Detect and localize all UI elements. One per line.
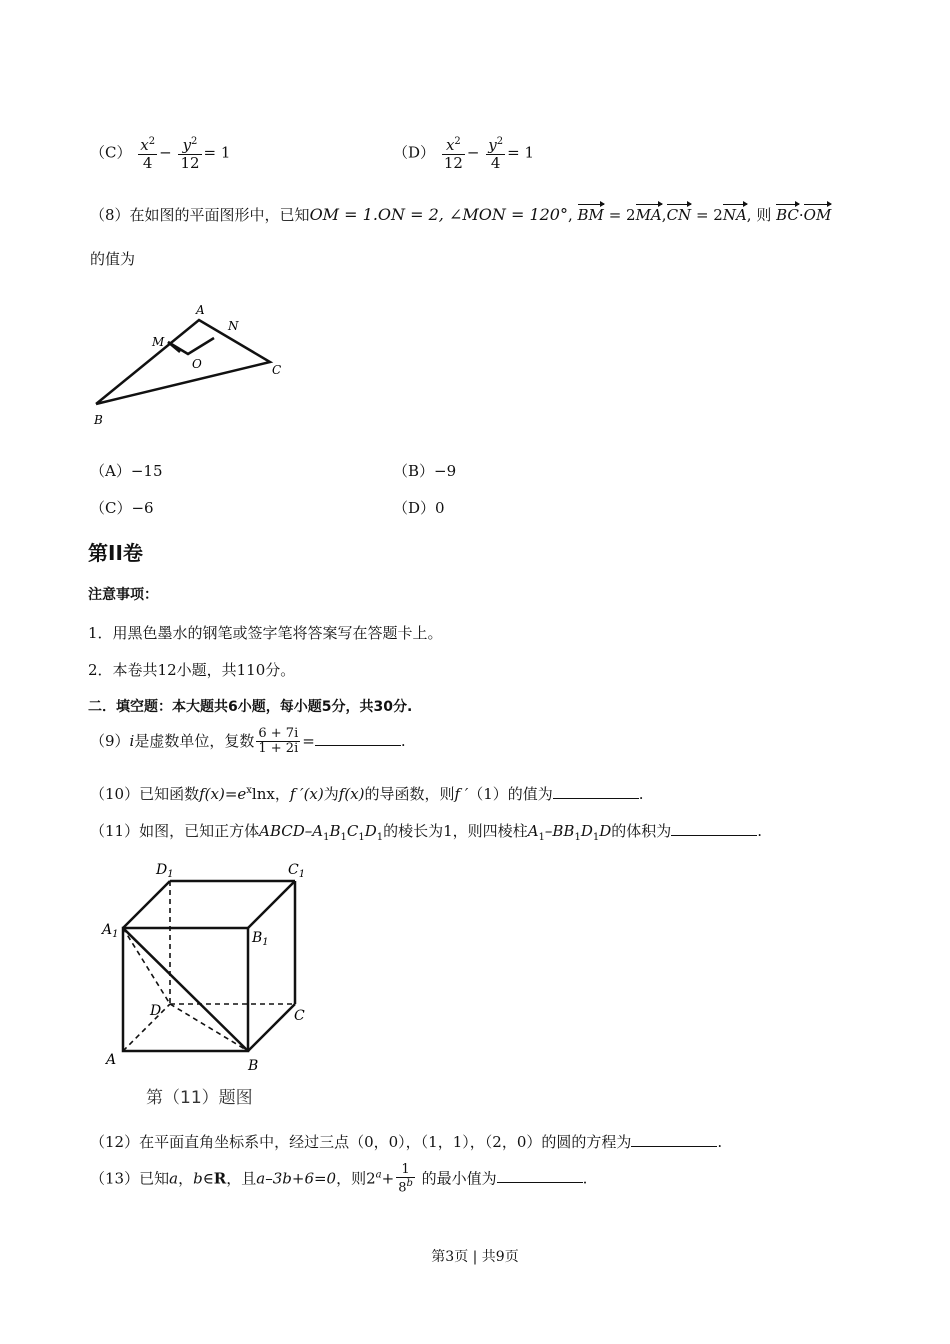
notice-2: 2．本卷共12小题，共110分。 — [88, 661, 296, 679]
q9-question: （9）i是虚数单位，复数 $\frac{6 + 7i}{1 + 2i}$ = . — [90, 726, 406, 757]
notice-title: 注意事项： — [88, 587, 158, 603]
label-o: O — [192, 357, 202, 371]
q8-option-a: （A）−15 — [90, 462, 163, 480]
label-c1: $C_1$ — [288, 862, 306, 880]
q8-tail: 的值为 — [90, 250, 136, 268]
q8-question: （8）在如图的平面图形中，已知OM = 1.ON = 2, ∠MON = 120°, BM = 2MA,CN = 2NA, 则 BC·OM — [90, 205, 832, 224]
page-footer: 第3页 | 共9页 — [431, 1249, 519, 1265]
label-c: C — [294, 1008, 305, 1024]
section-title: 第II卷 — [88, 541, 143, 565]
q7-option-d: （D） $\frac{x^2}{12}$ − $\frac{y^2}{4}$ = 1 — [393, 136, 534, 172]
q8-option-b: （B）−9 — [393, 462, 457, 480]
q11-cube-figure — [100, 858, 320, 1110]
notice-1: 1．用黑色墨水的钢笔或签字笔将答案写在答题卡上。 — [88, 624, 443, 642]
label-a: A — [106, 1052, 117, 1068]
q7-option-c: （C） $\frac{x^2}{4}$ − $\frac{y^2}{12}$ = 1 — [90, 136, 231, 172]
answer-blank — [497, 1168, 583, 1183]
answer-blank — [631, 1132, 717, 1147]
label-d: D — [150, 1003, 162, 1019]
triangle-abc — [96, 320, 270, 404]
q8-figure — [88, 296, 298, 430]
answer-blank — [671, 821, 757, 836]
label-a: A — [196, 303, 205, 317]
label-b1: $B_1$ — [252, 930, 269, 948]
label-d1: $D_1$ — [156, 862, 174, 880]
label-c: C — [272, 363, 282, 377]
fraction: $\frac{y^2}{12}$ — [180, 136, 200, 172]
fraction: $\frac{x^2}{4}$ — [140, 136, 156, 172]
diagonal-a1b — [123, 928, 248, 1051]
q12-question: （12）在平面直角坐标系中，经过三点（0，0），（1，1），（2，0）的圆的方程为 . — [90, 1133, 723, 1151]
answer-blank — [315, 731, 401, 746]
label-a1: $A_1$ — [102, 922, 119, 940]
q11-question: （11）如图，已知正方体ABCD–$A_1B_1C_1D_1$的棱长为1，则四棱柱$A_1-BB_1D_1D$的体积为 . — [90, 822, 763, 843]
q10-question: （10）已知函数$f(x)=e^x\ln x$，f ′(x)为f(x)的导函数，则f ′（1）的值为 . — [90, 785, 644, 803]
answer-blank — [553, 784, 639, 799]
label-n: N — [228, 319, 239, 333]
label-b: B — [94, 413, 103, 427]
q13-question: （13）已知a，b∈R，且a–3b+6=0，则$2^a+$ $\frac{1}{8^b}$ 的最小值为 . — [90, 1162, 588, 1196]
q8-option-c: （C）−6 — [90, 499, 154, 517]
label-b: B — [248, 1058, 259, 1074]
q11-figure-caption: 第（11）题图 — [146, 1088, 253, 1108]
part-2-heading: 二．填空题：本大题共6小题，每小题5分，共30分. — [88, 699, 413, 715]
q8-option-d: （D）0 — [393, 499, 445, 517]
label-m: M — [152, 335, 165, 349]
